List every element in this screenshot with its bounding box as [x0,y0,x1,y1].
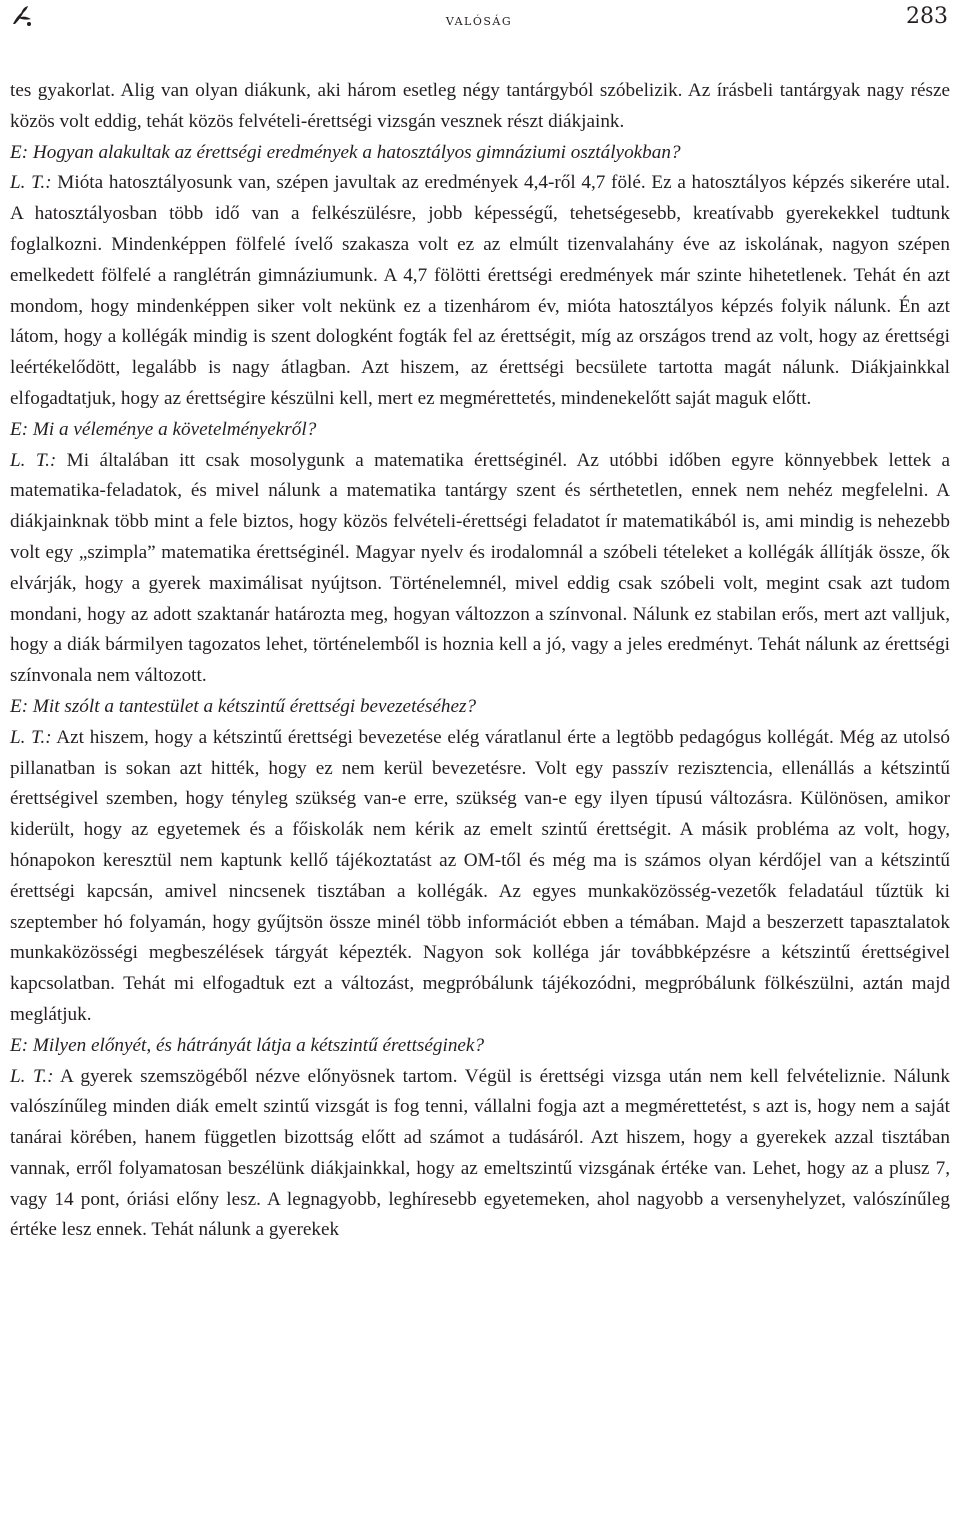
running-head: valóság [445,10,513,29]
answer-text: Azt hiszem, hogy a kétszintű érettségi bevezetése elég váratlanul érte a legtöbb pedagógus kollégát. Még az utolsó pillanatban is sokan azt hitték, hogy ez nem kerül bevezetésre. Volt egy passzív rezisztencia, ellenállás a kétszintű érettségivel szemben, hogy tényleg szükség van-e erre, szükség van-e egy ilyen típusú változásra. Különösen, amikor kiderült, hogy az egyetemek és a főiskolák nem kérik az emelt szintű érettségit. A másik probléma az volt, hogy, hónapokon keresztül nem kaptunk kellő tájékoztatást az OM-től és még ma is számos olyan kérdőjel van a kétszintű érettségi kapcsán, amivel nincsenek tisztában a kollégák. Az egyes munkaközösség-vezetők feladatául tűztük ki szeptember hó folyamán, hogy gyűjtsön össze minél több információt ebben a témában. Majd a beszerzett tapasztalatok munkaközösségi megbeszélések tárgyát képezték. Nagyon sok kolléga jár továbbképzésre a kétszintű érettségivel kapcsolatban. Tehát mi elfogadtuk ezt a változást, megpróbálunk tájékozódni, megpróbálunk fölkészülni, aztán majd meglátjuk. [10,726,950,1025]
interview-body [10,76,950,1246]
interviewee-answer [10,446,950,692]
answer-text: A gyerek szemszögéből nézve előnyösnek tartom. Végül is érettségi vizsga után nem kell felvételiznie. Nálunk valószínűleg minden diák emelt szintű vizsgát is fog tenni, vállalni fogja azt a megmérettetést, s azt is, hogy nem a saját tanárai körében, hanem független bizottság előtt ad számot a tudásáról. Azt hiszem, hogy a gyerekek azzal tisztában vannak, erről folyamatosan beszélünk diákjainkkal, hogy az emeltszintű vizsgának értéke van. Lehet, hogy az a plusz 7, vagy 14 pont, óriási előny lesz. A legnagyobb, leghíresebb egyetemeken, ahol nagyobb a versenyhelyzet, valószínűleg értéke lesz ennek. Tehát nálunk a gyerekek [10,1065,950,1241]
page-number: 283 [906,4,948,29]
interviewee-answer [10,723,950,1031]
answer-text: Mióta hatosztályosunk van, szépen javultak az eredmények 4,4-ről 4,7 fölé. Ez a hatosztályos képzés sikerére utal. A hatosztályosban több idő van a felkészülésre, jobb képességű, tehetségesebb, kreatívabb gyerekekkel tudtunk foglalkozni. Mindenképpen fölfelé ívelő szakasza volt ez az elmúlt tizenvalahány éve az iskolának, nagyon szépen emelkedett fölfelé a ranglétrán gimnáziumunk. A 4,7 fölötti érettségi eredmények már szinte hihetetlenek. Tehát én azt mondom, hogy mindenképpen siker volt nekünk ez a tizenhárom év, mióta hatosztályos képzés folyik nálunk. Én azt látom, hogy a kollégák mindig is szent dologként fogták fel az érettségit, míg az országos trend az volt, hogy az érettségi leértékelődött, legalább is nagy átlagban. Azt hiszem, az érettségi becsülete tartotta magát nálunk. Diákjainkkal elfogadtatjuk, hogy az érettségire készülni kell, mert ez megmérettetés, mindenekelőtt saját maguk előtt. [10,172,950,409]
interviewee-answer [10,168,950,414]
interviewer-question: E: Milyen előnyét, és hátrányát látja a kétszintű érettséginek? [10,1034,485,1056]
speaker-label: L. T.: [10,1065,54,1087]
interviewer-question: E: Mi a véleménye a követelményekről? [10,418,317,440]
interviewer-question: E: Hogyan alakultak az érettségi eredmények a hatosztályos gimnáziumi osztályokban? [10,141,681,163]
speaker-label: L. T.: [10,449,57,471]
answer-text: Mi általában itt csak mosolygunk a matematika érettséginél. Az utóbbi időben egyre könnyebbek lettek a matematika-feladatok, és mivel nálunk a matematika tantárgy szent és sérthetetlen, ennek nem nehéz megfelelni. A diákjainknak több mint a fele biztos, hogy közös felvételi-érettségi feladatot ír matematikából is, ami mindig is nehezebb volt egy „szimpla” matematika érettséginél. Magyar nyelv és irodalomnál a szóbeli tételeket a kollégák állítják össze, ők elvárják, hogy a gyerek maximálisat nyújtson. Történelemnél, mivel eddig csak szóbeli volt, megint csak azt tudom mondani, hogy az adott szaktanár határozta meg, hogyan változzon a színvonal. Nálunk ez stabilan erős, mert azt valljuk, hogy a diák bármilyen tagozatos lehet, történelemből is hoznia kell a jó, vagy a jeles eredményt. Tehát nálunk az érettségi színvonala nem változott. [10,449,951,687]
speaker-label: L. T.: [10,172,52,194]
interviewee-answer [10,1062,950,1247]
paragraph-continuation [10,76,950,138]
paragraph-text: tes gyakorlat. Alig van olyan diákunk, aki három esetleg négy tantárgyból szóbelizik. Az írásbeli tantárgyak nagy része közös volt eddig, tehát közös felvételi-érettségi vizsgán vesznek részt diákjaink. [10,80,950,132]
speaker-label: L. T.: [10,726,52,748]
interviewer-question: E: Mit szólt a tantestület a kétszintű érettségi bevezetéséhez? [10,695,477,717]
page-header [10,4,948,38]
